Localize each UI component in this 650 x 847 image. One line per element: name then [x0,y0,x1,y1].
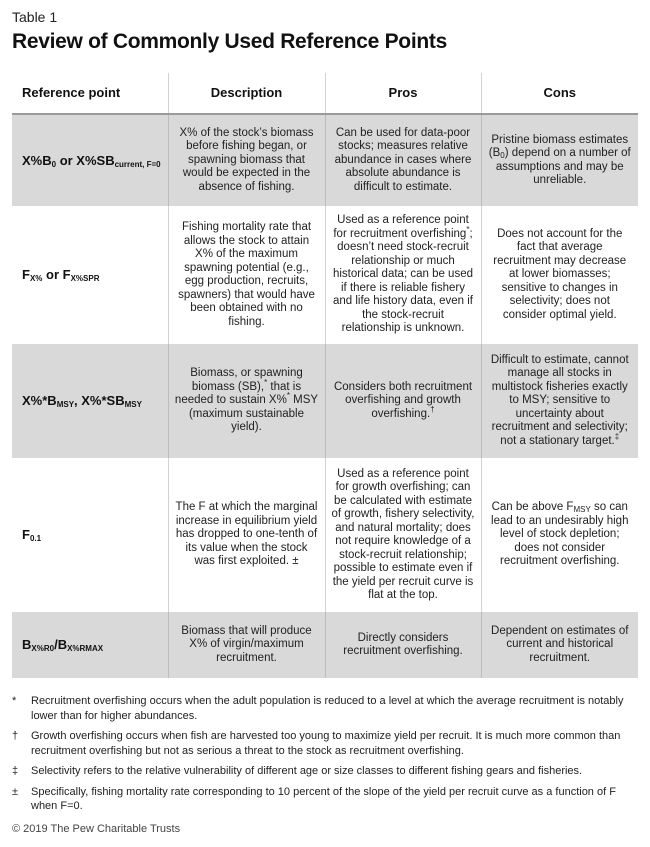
header-description: Description [168,73,325,114]
table-row [12,206,638,344]
footnotes [12,694,638,820]
table-row [12,458,638,612]
reference-point-cell: $X\%B_0$ or $X\%SB_{current, F=0}$ [12,114,168,206]
footnote-text: Specifically, fishing mortality rate corresponding to 10 percent of the slope of the yield per recruit curve as a function of F when F=0. [31,785,616,812]
reference-points-table [12,73,638,678]
reference-point-cell: $B_{X\%R0}/B_{X\%RMAX}$ [12,612,168,678]
description-cell: Biomass, or spawning biomass (SB),* that is needed to sustain X%* MSY (maximum sustainable yield). [168,344,325,458]
table-label: Table 1 [12,9,58,25]
description-cell: The F at which the marginal increase in equilibrium yield has dropped to one-tenth of its value when the stock was first exploited. ± [168,458,325,612]
pros-cell: Directly considers recruitment overfishing. [325,612,481,678]
table-row [12,344,638,458]
header-cons: Cons [481,73,638,114]
header-pros: Pros [325,73,481,114]
description-cell: Biomass that will produce X% of virgin/maximum recruitment. [168,612,325,678]
footnote-text: Growth overfishing occurs when fish are harvested too young to maximize yield per recruit. It is much more common than recruitment overfishing but not as serious a threat to the stock as recruitment overfishing. [31,730,621,757]
table-row [12,612,638,678]
pros-cell: Used as a reference point for recruitment overfishing*; doesn’t need stock-recruit relationship or much historical data; can be used if there is reliable fishery and life history data, even if the stock-recruit relationship is unknown. [325,206,481,344]
cons-cell: Pristine biomass estimates $(B_0)$ depend on a number of assumptions and may be unreliable. [481,114,638,206]
footnote [12,729,638,758]
cons-cell: Can be above $F_{MSY}$ so can lead to an undesirably high level of stock depletion; does not consider recruitment overfishing. [481,458,638,612]
footnote-symbol: * [12,695,17,707]
pros-cell: Can be used for data-poor stocks; measures relative abundance in cases where absolute abundance is difficult to estimate. [325,114,481,206]
reference-point-cell: $F_{0.1}$ [22,527,42,544]
footnote-text: Selectivity refers to the relative vulnerability of different age or size classes to different fishing gears and fisheries. [31,765,583,777]
pros-cell: Used as a reference point for growth overfishing; can be calculated with estimate of growth, fishery selectivity, and natural mortality; does not require knowledge of a stock-recruit relationship; possible to estimate even if the yield per recruit curve is flat at the top. [325,458,481,612]
reference-point-cell: $F_{X\%}$ or $F_{X\%SPR}$ [22,267,100,284]
pros-cell: Considers both recruitment overfishing and growth overfishing.† [325,344,481,458]
table-header-row [12,73,638,114]
reference-point-cell: $X\%*B_{MSY}$, $X\%*SB_{MSY}$ [12,344,168,458]
footnote-symbol: † [12,730,19,742]
cons-cell: Dependent on estimates of current and historical recruitment. [481,612,638,678]
footnote-symbol: ± [12,785,19,798]
footnote [12,764,638,779]
header-reference-point: Reference point [12,73,168,114]
copyright: © 2019 The Pew Charitable Trusts [12,823,181,835]
footnote [12,785,638,814]
description-cell: Fishing mortality rate that allows the stock to attain X% of the maximum spawning potential (e.g., egg production, recruits, spawners) that would have been obtained with no fishing. [168,206,325,344]
footnote-symbol: ‡ [12,765,19,777]
table-row [12,114,638,206]
footnote [12,694,638,723]
description-cell: X% of the stock’s biomass before fishing began, or spawning biomass that would be expected in the absence of fishing. [168,114,325,206]
cons-cell: Difficult to estimate, cannot manage all stocks in multistock fisheries exactly to MSY; sensitive to uncertainty about recruitment and selectivity; not a stationary target.‡ [481,344,638,458]
cons-cell: Does not account for the fact that average recruitment may decrease at lower biomasses; sensitive to changes in selectivity; does not consider optimal yield. [481,206,638,344]
footnote-text: Recruitment overfishing occurs when the adult population is reduced to a level at which the average recruitment is notably lower than for higher abundances. [31,695,624,722]
table-title: Review of Commonly Used Reference Points [12,30,447,53]
